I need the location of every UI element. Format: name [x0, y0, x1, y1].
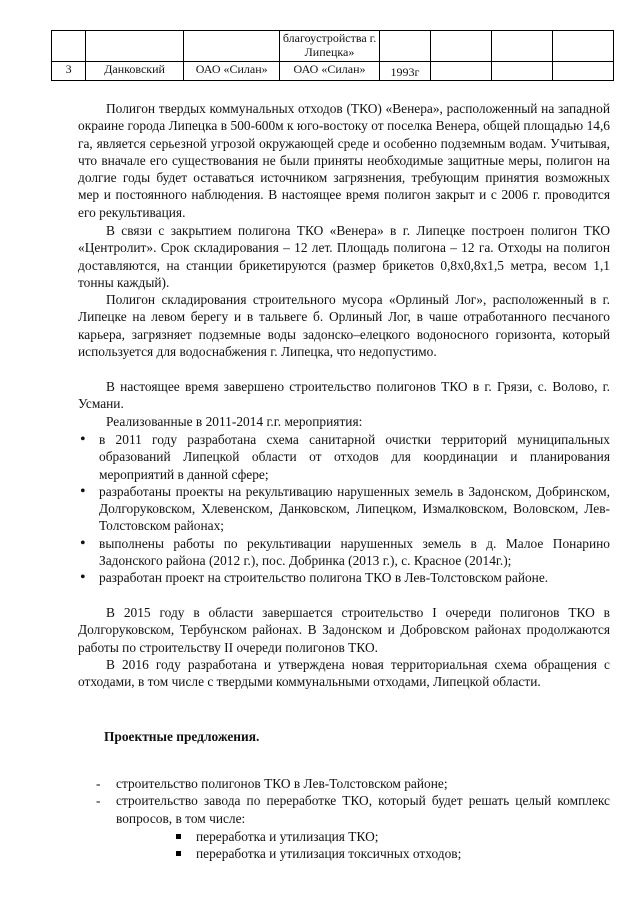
table-cell: Данковский — [86, 62, 184, 81]
list-item — [96, 775, 610, 792]
paragraph-measures-intro: Реализованные в 2011-2014 г.г. мероприятия: — [106, 414, 363, 429]
table-row — [52, 62, 614, 81]
proposals-list — [96, 775, 610, 827]
bullet-marker: • — [80, 482, 86, 500]
list-item — [176, 845, 610, 862]
bullet-marker: • — [80, 534, 86, 552]
list-item — [78, 431, 610, 483]
paragraph-centrolit: В связи с закрытием полигона ТКО «Венера» в г. Липецке построен полигон ТКО «Центролит». Срок складирования – 12 лет. Площадь полигона – 12 га. Отходы на полигон доставляются, на станции брикетируются (размер брикетов 0,8х0,8х1,5 метра, весом 1,1 тонны каждый). — [78, 223, 610, 290]
square-bullet-icon — [176, 851, 181, 856]
list-item-text: выполнены работы по рекультивации нарушенных земель в д. Малое Понарино Задонского района (2012 г.), пос. Добринка (2013 г.), с. Красное (2014г.); — [99, 535, 610, 569]
table-cell: 3 — [52, 62, 86, 81]
table-cell — [492, 31, 553, 62]
plant-functions-list — [176, 828, 610, 863]
table-cell — [553, 31, 614, 62]
list-item-text: разработан проект на строительство полигона ТКО в Лев-Толстовском районе. — [99, 570, 549, 586]
table-row — [52, 31, 614, 62]
dash-marker: - — [96, 793, 101, 809]
paragraph-2015: В 2015 году в области завершается строительство I очереди полигонов ТКО в Долгоруковском, Тербунском районах. В Задонском и Добровском районах продолжаются работы по строительству II очереди полигонов ТКО. — [78, 605, 610, 655]
table-cell — [52, 31, 86, 62]
list-item — [78, 569, 610, 586]
paragraph-orliny-log: Полигон складирования строительного мусора «Орлиный Лог», расположенный в г. Липецке на левом берегу и в тальвеге б. Орлиный Лог, в чаше отработанного песчаного карьера, загрязняет подземные воды задонско–елецкого водоносного горизонта, который используется для водоснабжения г. Липецка, что недопустимо. — [78, 292, 610, 359]
bullet-marker: • — [80, 569, 86, 587]
measures-list — [78, 431, 610, 587]
list-item-text: в 2011 году разработана схема санитарной очистки территорий муниципальных образований Липецкой области от отходов для координации и планирования мероприятий в данной сфере; — [99, 432, 610, 482]
table-cell — [86, 31, 184, 62]
table-cell: ОАО «Силан» — [183, 62, 280, 81]
table-cell — [492, 62, 553, 81]
list-item-text: переработка и утилизация ТКО; — [196, 829, 379, 844]
list-item — [78, 535, 610, 570]
list-item-text: переработка и утилизация токсичных отходов; — [196, 846, 462, 862]
paragraph-venera: Полигон твердых коммунальных отходов (ТКО) «Венера», расположенный на западной окраине города Липецка в 500-600м к юго-востоку от поселка Венера, общей площадью 14,6 га, является серьезной угрозой окружающей среде и особенно подземным водам. Учитывая, что вначале его существования не были приняты необходимые защитные меры, полигон на долгие годы будет оставаться источником загрязнения, требующим принятия возможных мер и постоянного наблюдения. В настоящее время полигон закрыт и с 2006 г. проводится его рекультивация. — [78, 101, 610, 220]
dash-marker: - — [96, 776, 101, 791]
landfill-table-fragment — [51, 30, 614, 81]
table-cell: ОАО «Силан» — [280, 62, 379, 81]
list-item-text: разработаны проекты на рекультивацию нарушенных земель в Задонском, Добринском, Долгоруковском, Хлевенском, Данковском, Липецком, Измалковском, Воловском, Лев-Толстовском районах; — [99, 483, 610, 534]
table-cell — [183, 31, 280, 62]
list-item — [176, 828, 610, 845]
section-heading: Проектные предложения. — [104, 729, 260, 744]
bullet-marker: • — [80, 431, 86, 448]
table-cell — [431, 62, 492, 81]
list-item-text: строительство полигонов ТКО в Лев-Толстовском районе; — [116, 776, 448, 791]
table-cell: 1993г — [379, 62, 431, 81]
table-cell: благоустройства г. Липецка» — [280, 31, 379, 62]
list-item — [78, 483, 610, 535]
table-cell — [431, 31, 492, 62]
table-cell — [553, 62, 614, 81]
paragraph-completed-landfills: В настоящее время завершено строительство полигонов ТКО в г. Грязи, с. Волово, г. Усмани. — [78, 379, 610, 412]
square-bullet-icon — [176, 834, 181, 839]
table-cell — [379, 31, 431, 62]
paragraph-2016: В 2016 году разработана и утверждена новая территориальная схема обращения с отходами, в том числе с твердыми коммунальными отходами, Липецкой области. — [78, 657, 610, 690]
list-item — [96, 792, 610, 827]
list-item-text: строительство завода по переработке ТКО, который будет решать целый комплекс вопросов, в том числе: — [116, 793, 610, 826]
